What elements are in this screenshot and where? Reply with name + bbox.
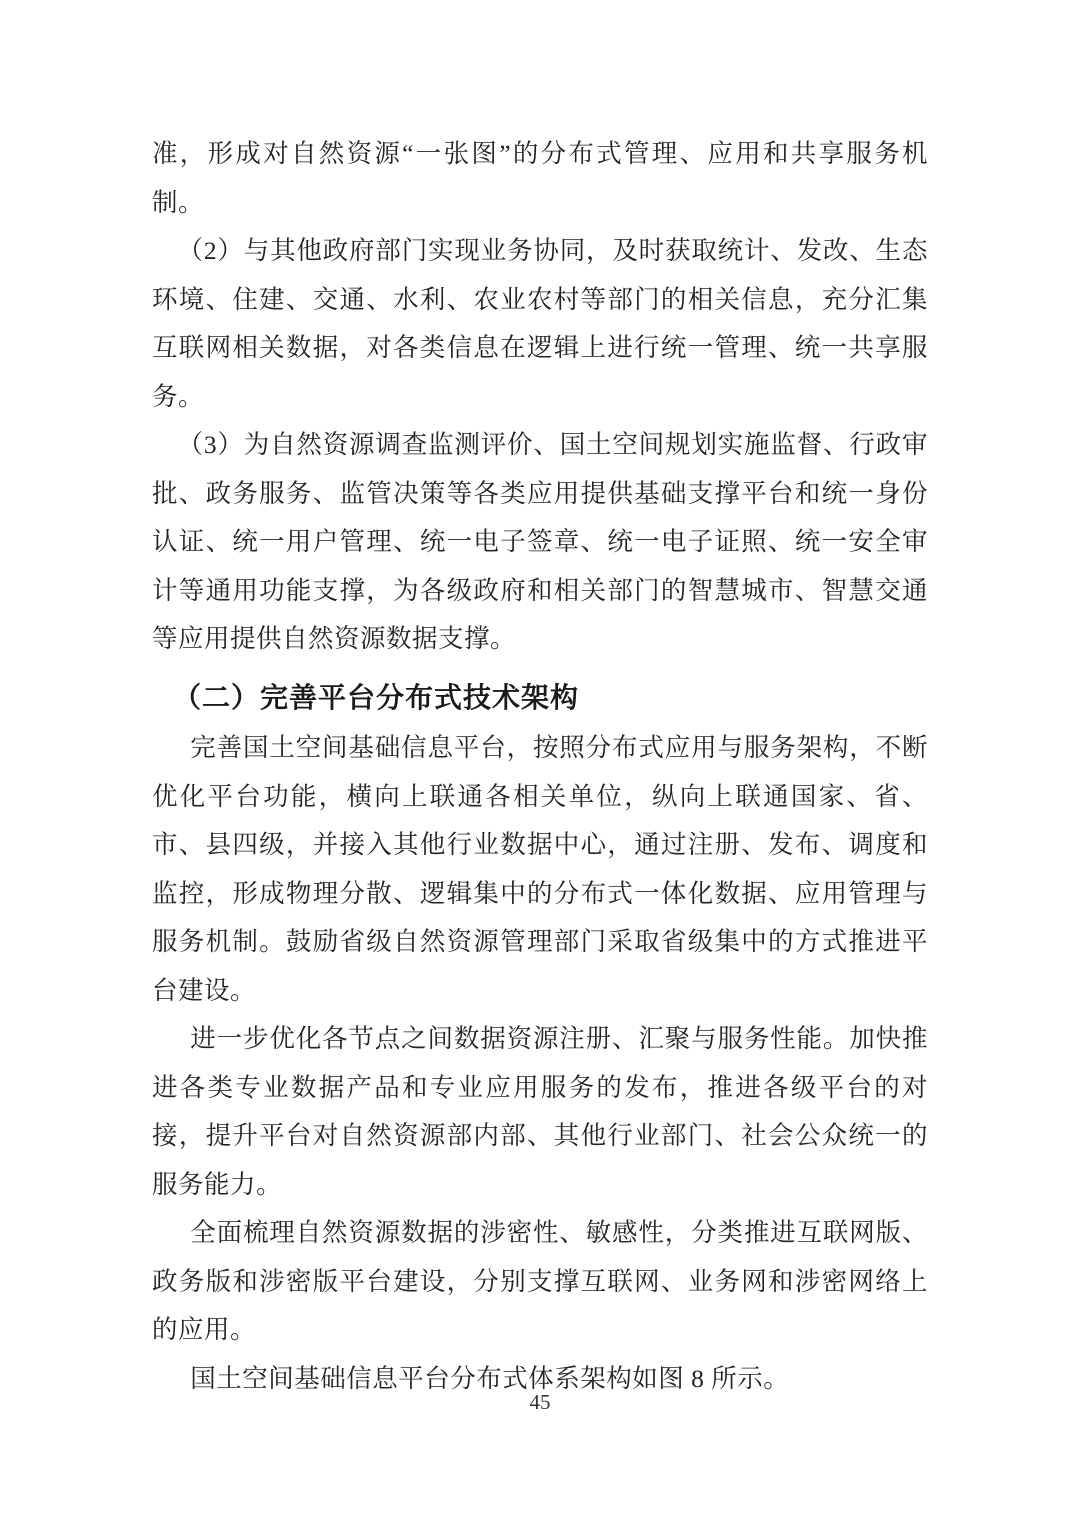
paragraph-figure-reference: 国土空间基础信息平台分布式体系架构如图 8 所示。 <box>190 1363 790 1393</box>
paragraph-classify: 全面梳理自然资源数据的涉密性、敏感性，分类推进互联网版、政务版和涉密版平台建设，分别支撑互联网、业务网和涉密网络上的应用。 <box>152 1218 928 1344</box>
paragraph-platform: 完善国土空间基础信息平台，按照分布式应用与服务架构，不断优化平台功能，横向上联通各相关单位，纵向上联通国家、省、市、县四级，并接入其他行业数据中心，通过注册、发布、调度和监控，形成物理分散、逻辑集中的分布式一体化数据、应用管理与服务机制。鼓励省级自然资源管理部门采取省级集中的方式推进平台建设。 <box>152 733 928 1005</box>
paragraph-item-2: （2）与其他政府部门实现业务协同，及时获取统计、发改、生态环境、住建、交通、水利、农业农村等部门的相关信息，充分汇集互联网相关数据，对各类信息在逻辑上进行统一管理、统一共享服务。 <box>152 236 928 411</box>
paragraph-optimize: 进一步优化各节点之间数据资源注册、汇聚与服务性能。加快推进各类专业数据产品和专业应用服务的发布，推进各级平台的对接，提升平台对自然资源部内部、其他行业部门、社会公众统一的服务能力。 <box>152 1024 928 1199</box>
section-heading: （二）完善平台分布式技术架构 <box>173 681 580 713</box>
page-content <box>152 130 928 1403</box>
page-footer <box>0 1390 1080 1415</box>
page-number: 45 <box>529 1390 551 1414</box>
paragraph-continuation: 准，形成对自然资源“一张图”的分布式管理、应用和共享服务机制。 <box>152 139 928 217</box>
paragraph-item-3: （3）为自然资源调查监测评价、国土空间规划实施监督、行政审批、政务服务、监管决策等各类应用提供基础支撑平台和统一身份认证、统一用户管理、统一电子签章、统一电子证照、统一安全审计等通用功能支撑，为各级政府和相关部门的智慧城市、智慧交通等应用提供自然资源数据支撑。 <box>152 430 928 653</box>
